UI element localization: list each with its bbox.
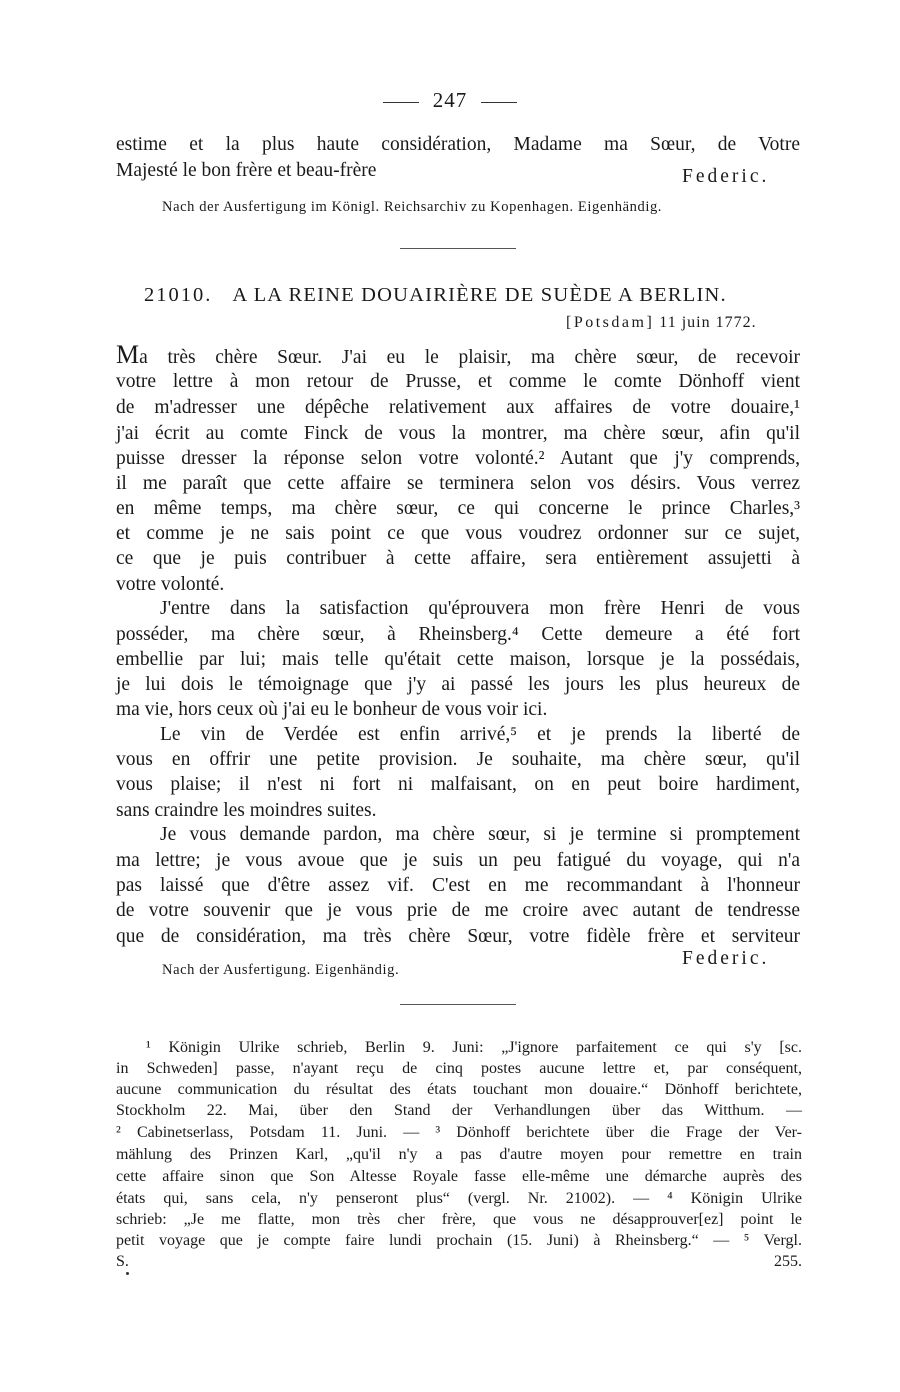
letter-body-line: ma lettre; je vous avoue que je suis un peu fatigué du voyage, qui n'a — [116, 850, 800, 871]
letter-body-line: puisse dresser la réponse selon votre volonté.² Autant que j'y comprends, — [116, 448, 800, 469]
letter-body-line: de m'adresser une dépêche relativement aux affaires de votre douaire,¹ — [116, 397, 800, 418]
letter-source: Nach der Ausfertigung. Eigenhändig. — [162, 962, 400, 978]
section-divider — [400, 248, 516, 249]
page-number: 247 — [432, 88, 468, 112]
footnote-line: ² Cabinetserlass, Potsdam 11. Juni. — ³ Dönhoff berichtete über die Frage der Ver- — [116, 1124, 802, 1141]
footnote-line: aucune communication du résultat des états touchant mon douaire.“ Dönhoff berichtete, — [116, 1081, 802, 1098]
dropcap: M — [116, 340, 140, 369]
letter-title: A LA REINE DOUAIRIÈRE DE SUÈDE A BERLIN. — [232, 284, 727, 306]
letter-body-line: que de considération, ma très chère Sœur, votre fidèle frère et serviteur — [116, 926, 800, 947]
letter-body-line: je lui dois le témoignage que j'y ai passé les jours les plus heureux de — [116, 674, 800, 695]
letter-body-line: Le vin de Verdée est enfin arrivé,⁵ et je prends la liberté de — [160, 724, 800, 745]
letter-body-line: vous en offrir une petite provision. Je souhaite, ma chère sœur, qu'il — [116, 749, 800, 770]
prev-letter-line: estime et la plus haute considération, Madame ma Sœur, de Votre — [116, 134, 800, 155]
footnote-line: S. 255. — [116, 1253, 802, 1270]
letter-body-line: posséder, ma chère sœur, à Rheinsberg.⁴ Cette demeure a été fort — [116, 624, 800, 645]
letter-body-line: Ma très chère Sœur. J'ai eu le plaisir, ma chère sœur, de recevoir — [116, 340, 800, 369]
prev-letter-signature: Federic. — [682, 166, 770, 187]
letter-body-line: votre volonté. — [116, 574, 225, 595]
letter-signature: Federic. — [682, 948, 770, 969]
footnote-divider — [400, 1004, 516, 1005]
letter-body-line: j'ai écrit au comte Finck de vous la montrer, ma chère sœur, afin qu'il — [116, 423, 800, 444]
letter-body-line: il me paraît que cette affaire se terminera selon vos désirs. Vous verrez — [116, 473, 800, 494]
prev-letter-source: Nach der Ausfertigung im Königl. Reichsarchiv zu Kopenhagen. Eigenhändig. — [162, 199, 663, 215]
letter-body-line: en même temps, ma chère sœur, ce qui concerne le prince Charles,³ — [116, 498, 800, 519]
letter-body-line: ce que je puis contribuer à cette affaire, sera entièrement assujetti à — [116, 548, 800, 569]
letter-body-line: et comme je ne sais point ce que vous voudrez ordonner sur ce sujet, — [116, 523, 800, 544]
header-dash-right — [481, 102, 517, 103]
footnote-line: Stockholm 22. Mai, über den Stand der Verhandlungen über das Witthum. — — [116, 1102, 802, 1119]
letter-dateline — [566, 314, 757, 332]
letter-body-line: ma vie, hors ceux où j'ai eu le bonheur de vous voir ici. — [116, 699, 548, 720]
stray-dot — [126, 1272, 129, 1275]
letter-body-line: de votre souvenir que je vous prie de me croire avec autant de tendresse — [116, 900, 800, 921]
prev-letter-line: Majesté le bon frère et beau-frère — [116, 160, 377, 181]
header-dash-left — [383, 102, 419, 103]
letter-heading — [144, 284, 727, 307]
letter-body-line: sans craindre les moindres suites. — [116, 800, 377, 821]
letter-body-line: pas laissé que d'être assez vif. C'est en me recommandant à l'honneur — [116, 875, 800, 896]
letter-body-line: votre lettre à mon retour de Prusse, et comme le comte Dönhoff vient — [116, 371, 800, 392]
page-header — [0, 88, 900, 113]
letter-number: 21010. — [144, 284, 213, 306]
footnote-line: mählung des Prinzen Karl, „qu'il n'y a pas d'autre moyen pour remettre en train — [116, 1146, 802, 1163]
letter-body-line: J'entre dans la satisfaction qu'éprouvera mon frère Henri de vous — [160, 598, 800, 619]
letter-place: [Potsdam] — [566, 314, 655, 331]
letter-body-line: embellie par lui; mais telle qu'était cette maison, lorsque je la possédais, — [116, 649, 800, 670]
footnote-line: cette affaire sinon que Son Altesse Royale fasse elle-même une démarche auprès des — [116, 1168, 802, 1185]
footnote-line: états qui, sans cela, n'y penseront plus“ (vergl. Nr. 21002). — ⁴ Königin Ulrike — [116, 1190, 802, 1207]
footnote-line: in Schweden] passe, n'ayant reçu de cinq postes aucune lettre et, par conséquent, — [116, 1060, 802, 1077]
footnote-line: schrieb: „Je me flatte, mon très cher frère, que vous ne désapprouver[ez] point le — [116, 1211, 802, 1228]
letter-date: 11 juin 1772. — [659, 314, 757, 331]
footnote-line: petit voyage que je compte faire lundi prochain (15. Juni) à Rheinsberg.“ — ⁵ Vergl. — [116, 1232, 802, 1249]
letter-body-line: vous plaise; il n'est ni fort ni malfaisant, on en peut boire hardiment, — [116, 774, 800, 795]
footnote-line: ¹ Königin Ulrike schrieb, Berlin 9. Juni: „J'ignore parfaitement ce qui s'y [sc. — [146, 1039, 802, 1056]
letter-body-line: Je vous demande pardon, ma chère sœur, si je termine si promptement — [160, 824, 800, 845]
